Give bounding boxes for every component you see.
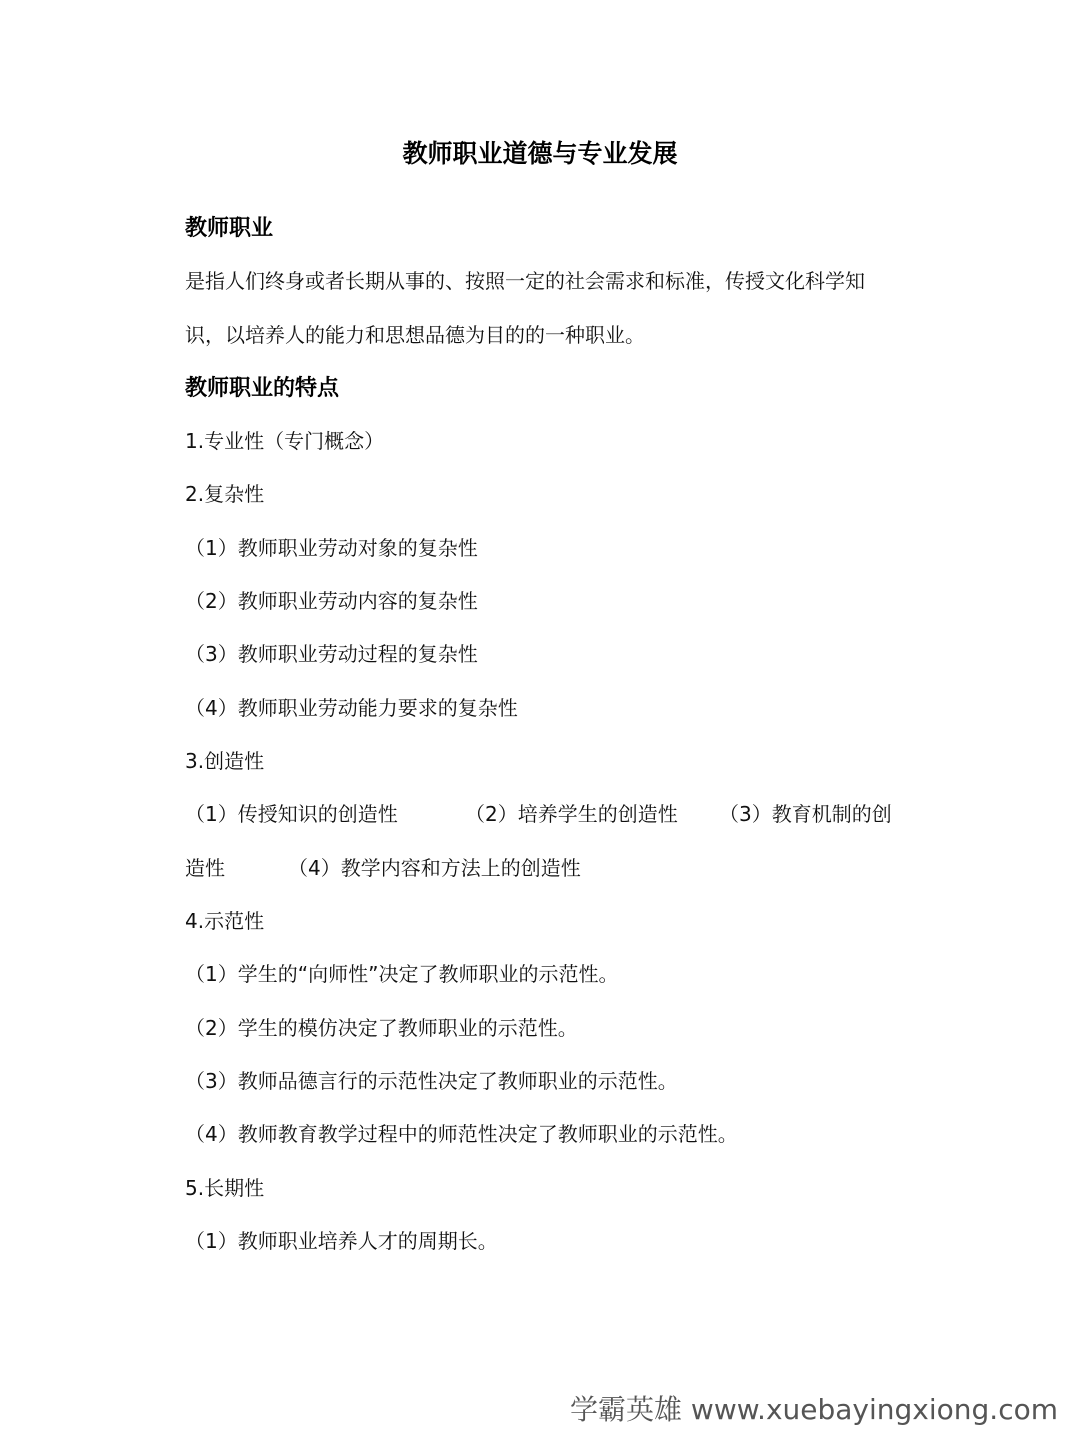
sub-item: （1）教师职业劳动对象的复杂性 bbox=[185, 536, 478, 560]
sub-item: （1）学生的“向师性”决定了教师职业的示范性。 bbox=[185, 962, 619, 986]
list-item-long-term: 5.长期性 bbox=[185, 1176, 265, 1200]
sub-item: （1）教师职业培养人才的周期长。 bbox=[185, 1229, 498, 1253]
list-item-exemplarity: 4.示范性 bbox=[185, 909, 265, 933]
sub-item: 造性 bbox=[185, 856, 225, 880]
definition-line-1: 是指人们终身或者长期从事的、按照一定的社会需求和标准，传授文化科学知 bbox=[185, 269, 865, 293]
site-watermark: 学霸英雄 www.xuebayingxiong.com bbox=[570, 1393, 1058, 1426]
sub-item: （3）教育机制的创 bbox=[719, 802, 892, 826]
sub-item: （4）教师教育教学过程中的师范性决定了教师职业的示范性。 bbox=[185, 1122, 738, 1146]
sub-item: （2）学生的模仿决定了教师职业的示范性。 bbox=[185, 1016, 578, 1040]
sub-item: （2）教师职业劳动内容的复杂性 bbox=[185, 589, 478, 613]
sub-item: （1）传授知识的创造性 bbox=[185, 802, 398, 826]
list-item-complexity: 2.复杂性 bbox=[185, 482, 265, 506]
list-item-professionalism: 1.专业性（专门概念） bbox=[185, 429, 385, 453]
list-item-creativity: 3.创造性 bbox=[185, 749, 265, 773]
section-heading-characteristics: 教师职业的特点 bbox=[185, 376, 340, 401]
sub-item: （4）教学内容和方法上的创造性 bbox=[288, 856, 581, 880]
sub-item: （2）培养学生的创造性 bbox=[465, 802, 678, 826]
sub-item: （3）教师职业劳动过程的复杂性 bbox=[185, 642, 478, 666]
section-heading-teacher-profession: 教师职业 bbox=[185, 216, 274, 241]
sub-item: （4）教师职业劳动能力要求的复杂性 bbox=[185, 696, 518, 720]
document-title: 教师职业道德与专业发展 bbox=[402, 139, 678, 168]
sub-item: （3）教师品德言行的示范性决定了教师职业的示范性。 bbox=[185, 1069, 678, 1093]
definition-line-2: 识，以培养人的能力和思想品德为目的的一种职业。 bbox=[185, 323, 645, 347]
